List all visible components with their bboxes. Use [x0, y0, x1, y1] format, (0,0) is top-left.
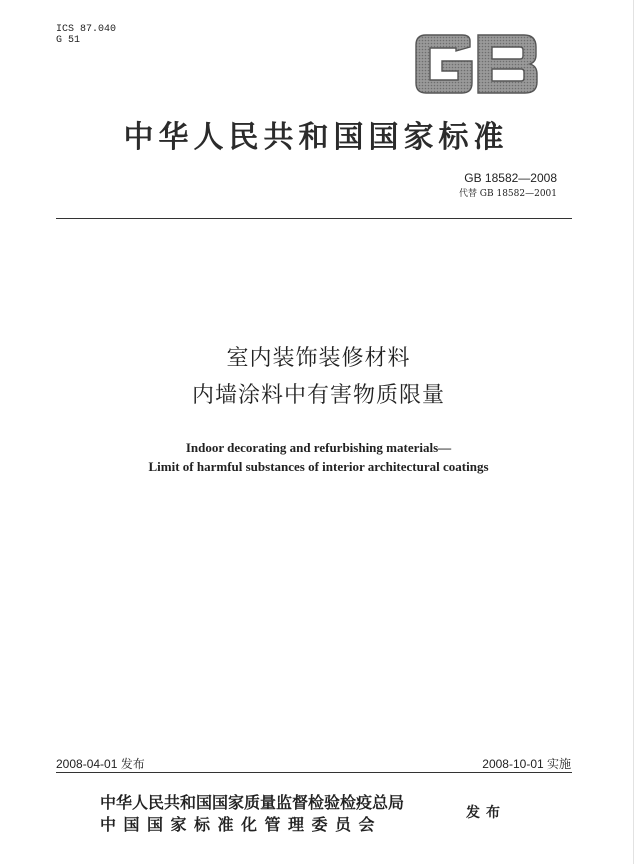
standard-number-block [459, 171, 557, 199]
english-title-line1: Indoor decorating and refurbishing materials— [185, 440, 452, 455]
page-edge [633, 0, 634, 864]
national-standard-title: 中华人民共和国国家标准 [123, 120, 509, 155]
chinese-title-line1: 室内装饰装修材料 [226, 346, 411, 371]
gb-standard-logo-icon [412, 33, 540, 95]
ccs-code: G 51 [56, 35, 81, 46]
ics-code: ICS 87.040 [56, 24, 117, 35]
footer-divider [56, 772, 572, 773]
header-divider [56, 218, 572, 219]
issuer-aqsiq: 中华人民共和国国家质量监督检验检疫总局 [100, 793, 405, 812]
chinese-title-line2: 内墙涂料中有害物质限量 [191, 383, 445, 408]
issuer-sac: 中国国家标准化管理委员会 [100, 815, 383, 834]
issuing-authorities [100, 792, 404, 836]
english-title-line2: Limit of harmful substances of interior architectural coatings [148, 459, 489, 474]
classification-codes [56, 24, 116, 46]
issue-date: 2008-04-01 发布 [56, 757, 145, 771]
publish-label: 发布 [466, 805, 506, 821]
standard-number: GB 18582—2008 [464, 171, 557, 185]
implementation-date: 2008-10-01 实施 [482, 757, 571, 771]
replaces-standard: 代替 GB 18582—2001 [458, 189, 557, 199]
